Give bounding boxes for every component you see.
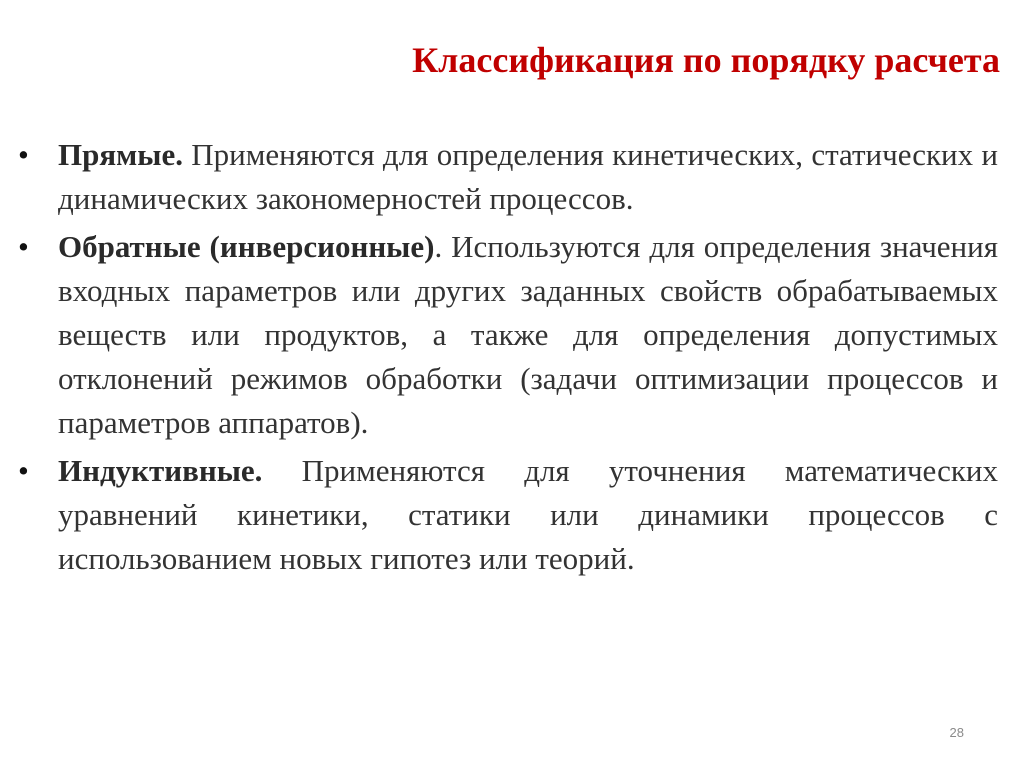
page-number: 28 (949, 725, 964, 740)
bullet-icon: • (18, 137, 29, 172)
bullet-text-inverse: . Используются для определения значения входных параметров или других заданных свойств обрабатываемых веществ или продуктов, а также для определения допустимых отклонений режимов обработки (задачи оптимизации процессов и параметров аппаратов). (58, 229, 998, 440)
bullet-list (18, 133, 998, 581)
bullet-term-direct: Прямые. (58, 137, 183, 172)
bullet-term-inductive: Индуктивные. (58, 453, 263, 488)
bullet-item-inverse (18, 225, 998, 445)
bullet-icon: • (18, 453, 29, 488)
slide-title: Классификация по порядку расчета (412, 40, 1000, 80)
bullet-term-inverse: Обратные (инверсионные) (58, 229, 435, 264)
bullet-icon: • (18, 229, 29, 264)
bullet-text-inductive: Применяются для уточнения математических уравнений кинетики, статики или динамики процессов с использованием новых гипотез или теорий. (58, 453, 998, 576)
bullet-item-inductive (18, 449, 998, 581)
bullet-item-direct (18, 133, 998, 221)
bullet-text-direct: Применяются для определения кинетических, статических и динамических закономерностей процессов. (58, 137, 998, 216)
